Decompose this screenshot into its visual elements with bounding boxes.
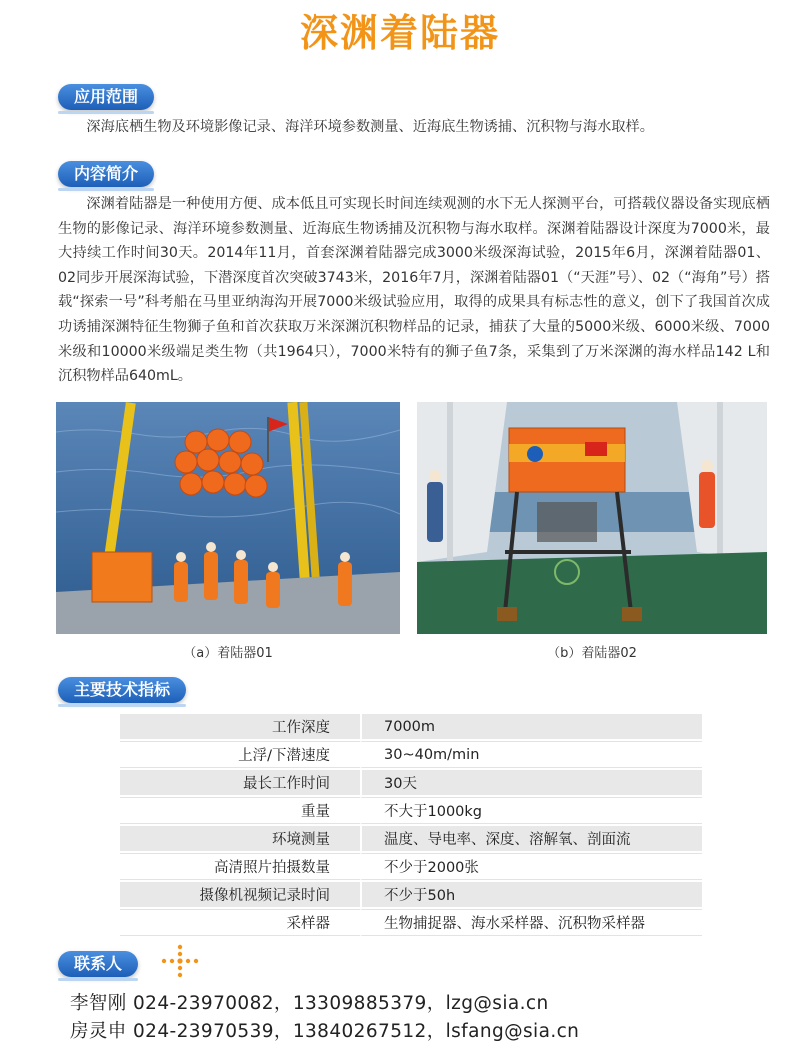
page-title: 深渊着陆器 <box>299 11 500 55</box>
figure-caption-b: （b）着陆器02 <box>547 646 637 661</box>
spec-label: 高清照片拍摄数量 <box>120 853 360 880</box>
spec-table <box>120 712 702 938</box>
spec-label: 工作深度 <box>120 714 360 739</box>
table-row <box>120 853 702 880</box>
spec-label: 采样器 <box>120 909 360 936</box>
contact-line-2: 房灵申 024-23970539，13840267512，lsfang@sia.cn <box>70 1021 580 1042</box>
spec-label: 环境测量 <box>120 826 360 851</box>
spec-label: 上浮/下潜速度 <box>120 741 360 768</box>
table-row <box>120 882 702 907</box>
table-row <box>120 741 702 768</box>
spec-value: 不大于1000kg <box>360 797 702 824</box>
spec-value: 不少于50h <box>360 882 702 907</box>
section-heading-application: 应用范围 <box>58 84 154 110</box>
spec-label: 摄像机视频记录时间 <box>120 882 360 907</box>
application-text: 深海底栖生物及环境影像记录、海洋环境参数测量、近海底生物诱捕、沉积物与海水取样。 <box>86 119 654 135</box>
section-heading-specs: 主要技术指标 <box>58 677 186 703</box>
decorative-dots-icon <box>160 944 200 978</box>
spec-label: 最长工作时间 <box>120 770 360 795</box>
spec-value: 7000m <box>360 714 702 739</box>
table-row <box>120 909 702 936</box>
spec-label: 重量 <box>120 797 360 824</box>
intro-text: 深渊着陆器是一种使用方便、成本低且可实现长时间连续观测的水下无人探测平台，可搭载仪器设备实现底栖生物的影像记录、海洋环境参数测量、近海底生物诱捕及沉积物与海水取样。深渊着陆器设计深度为7000米，最大持续工作时间30天。2014年11月，首套深渊着陆器完成3000米级深海试验，2015年6月，深渊着陆器01、02同步开展深海试验，下潜深度首次突破3743米，2016年7月，深渊着陆器01（“天涯”号）、02（“海角”号）搭载“探索一号”科考船在马里亚纳海沟开展7000米级试验应用，取得的成果具有标志性的意义，创下了我国首次成功诱捕深渊特征生物狮子鱼和首次获取万米深渊沉积物样品的记录，捕获了大量的5000米级、6000米级、7000米级和10000米级端足类生物（共1964只），7000米特有的狮子鱼7条，采集到了万米深渊的海水样品142 L和沉积物样品640mL。 <box>58 196 770 385</box>
table-row <box>120 797 702 824</box>
table-row <box>120 714 702 739</box>
figure-caption-a: （a）着陆器01 <box>183 646 273 661</box>
section-heading-intro: 内容简介 <box>58 161 154 187</box>
table-row <box>120 770 702 795</box>
spec-value: 温度、导电率、深度、溶解氧、剖面流 <box>360 826 702 851</box>
photo-lander-01 <box>56 402 400 634</box>
spec-value: 生物捕捉器、海水采样器、沉积物采样器 <box>360 909 702 936</box>
spec-value: 不少于2000张 <box>360 853 702 880</box>
table-row <box>120 826 702 851</box>
spec-value: 30~40m/min <box>360 741 702 768</box>
photo-lander-02 <box>417 402 767 634</box>
contact-line-1: 李智刚 024-23970082，13309885379，lzg@sia.cn <box>70 993 549 1014</box>
spec-value: 30天 <box>360 770 702 795</box>
section-heading-contacts: 联系人 <box>58 951 138 977</box>
